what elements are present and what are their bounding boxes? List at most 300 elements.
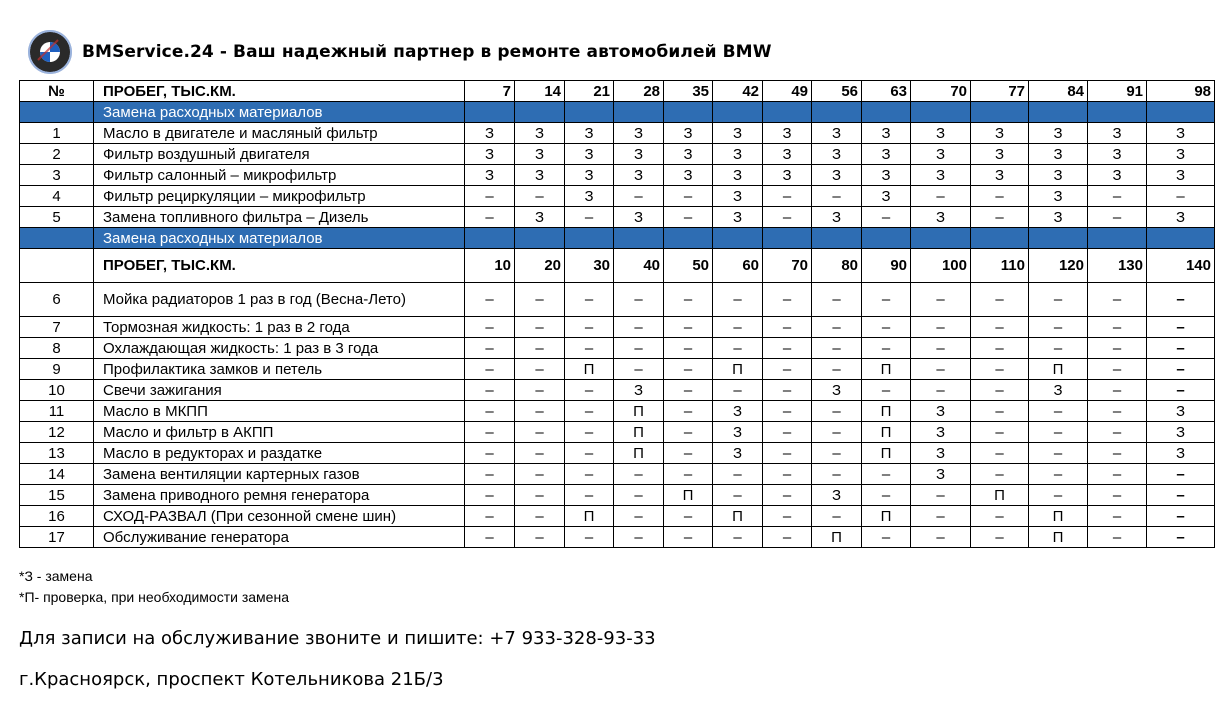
row-value: – — [1147, 186, 1215, 207]
row-value: – — [911, 317, 971, 338]
row-value: – — [1147, 527, 1215, 548]
row-value: З — [465, 165, 515, 186]
row-value: – — [515, 338, 565, 359]
row-value: – — [465, 359, 515, 380]
section-spacer — [763, 102, 812, 123]
row-value: П — [862, 359, 911, 380]
row-value: – — [812, 359, 862, 380]
mileage-header-cell: 98 — [1147, 81, 1215, 102]
mileage-header-cell: 110 — [971, 249, 1029, 283]
table-row — [20, 443, 1215, 464]
row-value: З — [565, 186, 614, 207]
row-value: – — [565, 338, 614, 359]
row-value: – — [1029, 338, 1088, 359]
mileage-header-cell: 140 — [1147, 249, 1215, 283]
row-value: З — [614, 380, 664, 401]
row-value: – — [1088, 317, 1147, 338]
row-name: Профилактика замков и петель — [94, 359, 465, 380]
table-row — [20, 359, 1215, 380]
row-value: – — [664, 464, 713, 485]
mileage-header-cell: 7 — [465, 81, 515, 102]
table-row — [20, 464, 1215, 485]
row-value: – — [565, 485, 614, 506]
number-column-header: № — [20, 81, 94, 102]
row-value: – — [565, 317, 614, 338]
row-name: Мойка радиаторов 1 раз в год (Весна-Лето) — [94, 283, 465, 317]
row-value: – — [971, 401, 1029, 422]
row-value: – — [1147, 338, 1215, 359]
row-value: З — [614, 144, 664, 165]
row-value: – — [664, 186, 713, 207]
row-value: З — [713, 401, 763, 422]
table-row — [20, 283, 1215, 317]
row-value: З — [911, 165, 971, 186]
row-value: З — [812, 123, 862, 144]
table-row — [20, 165, 1215, 186]
row-value: З — [515, 144, 565, 165]
row-value: – — [1088, 338, 1147, 359]
row-value: З — [862, 123, 911, 144]
row-value: З — [713, 123, 763, 144]
row-value: – — [713, 317, 763, 338]
row-value: – — [1029, 443, 1088, 464]
row-value: З — [1147, 207, 1215, 228]
row-value: – — [515, 317, 565, 338]
row-value: – — [763, 401, 812, 422]
row-value: П — [565, 506, 614, 527]
row-value: П — [971, 485, 1029, 506]
section-row — [20, 102, 1215, 123]
table-row — [20, 506, 1215, 527]
row-number: 6 — [20, 283, 94, 317]
mileage-header-cell: 91 — [1088, 81, 1147, 102]
mileage-header-cell: 90 — [862, 249, 911, 283]
row-value: – — [763, 380, 812, 401]
row-value: – — [515, 422, 565, 443]
row-number: 15 — [20, 485, 94, 506]
section-spacer — [971, 102, 1029, 123]
row-value: – — [614, 338, 664, 359]
row-value: З — [713, 144, 763, 165]
row-value: – — [465, 338, 515, 359]
row-name: СХОД-РАЗВАЛ (При сезонной смене шин) — [94, 506, 465, 527]
row-value: – — [1088, 283, 1147, 317]
row-value: – — [812, 186, 862, 207]
row-value: – — [713, 485, 763, 506]
row-number: 13 — [20, 443, 94, 464]
section-spacer — [911, 102, 971, 123]
section-spacer — [1088, 228, 1147, 249]
row-value: – — [971, 464, 1029, 485]
row-value: – — [664, 443, 713, 464]
mileage-header-cell: 70 — [763, 249, 812, 283]
row-name: Замена приводного ремня генератора — [94, 485, 465, 506]
mileage-header-cell: 28 — [614, 81, 664, 102]
row-value: – — [1088, 422, 1147, 443]
row-value: З — [664, 144, 713, 165]
row-value: – — [565, 422, 614, 443]
row-value: – — [515, 485, 565, 506]
row-value: – — [971, 207, 1029, 228]
section-spacer — [465, 228, 515, 249]
row-value: П — [565, 359, 614, 380]
row-value: – — [971, 527, 1029, 548]
row-value: – — [971, 380, 1029, 401]
section-spacer — [614, 102, 664, 123]
section-spacer — [812, 228, 862, 249]
row-value: – — [763, 359, 812, 380]
section-spacer — [20, 102, 94, 123]
row-value: – — [763, 207, 812, 228]
row-value: З — [812, 485, 862, 506]
row-value: – — [515, 186, 565, 207]
row-value: – — [465, 401, 515, 422]
row-value: – — [763, 485, 812, 506]
row-value: – — [614, 359, 664, 380]
row-value: – — [614, 527, 664, 548]
row-value: – — [515, 464, 565, 485]
row-value: П — [862, 401, 911, 422]
row-name: Фильтр салонный – микрофильтр — [94, 165, 465, 186]
row-value: П — [1029, 527, 1088, 548]
row-value: – — [1029, 464, 1088, 485]
row-value: – — [713, 380, 763, 401]
row-name: Масло в МКПП — [94, 401, 465, 422]
row-value: – — [565, 443, 614, 464]
section-spacer — [1147, 228, 1215, 249]
row-value: З — [763, 123, 812, 144]
section-label: Замена расходных материалов — [94, 228, 465, 249]
row-value: – — [812, 464, 862, 485]
contact-address: г.Красноярск, проспект Котельникова 21Б/3 — [19, 669, 444, 690]
row-value: З — [1088, 144, 1147, 165]
row-value: – — [664, 338, 713, 359]
row-number: 12 — [20, 422, 94, 443]
row-value: З — [1029, 123, 1088, 144]
row-name: Замена вентиляции картерных газов — [94, 464, 465, 485]
row-value: – — [1147, 283, 1215, 317]
section-row — [20, 228, 1215, 249]
section-spacer — [713, 228, 763, 249]
row-value: З — [971, 165, 1029, 186]
table-row — [20, 144, 1215, 165]
row-value: П — [713, 359, 763, 380]
section-spacer — [565, 228, 614, 249]
row-value: – — [614, 186, 664, 207]
row-value: – — [614, 464, 664, 485]
row-value: – — [1088, 401, 1147, 422]
row-value: – — [515, 359, 565, 380]
mileage-header-cell: 100 — [911, 249, 971, 283]
row-number: 5 — [20, 207, 94, 228]
row-value: – — [862, 283, 911, 317]
row-value: З — [911, 123, 971, 144]
mileage-header-cell: 42 — [713, 81, 763, 102]
row-name: Замена топливного фильтра – Дизель — [94, 207, 465, 228]
row-value: – — [565, 464, 614, 485]
row-value: З — [862, 165, 911, 186]
row-value: – — [465, 422, 515, 443]
section-spacer — [664, 102, 713, 123]
table-row — [20, 207, 1215, 228]
row-value: – — [971, 338, 1029, 359]
mileage-header-cell: 130 — [1088, 249, 1147, 283]
row-value: З — [713, 422, 763, 443]
row-value: – — [713, 464, 763, 485]
section-spacer — [862, 102, 911, 123]
row-name: Фильтр воздушный двигателя — [94, 144, 465, 165]
row-value: З — [911, 401, 971, 422]
mileage-header-cell: 21 — [565, 81, 614, 102]
row-value: З — [713, 207, 763, 228]
row-value: – — [565, 207, 614, 228]
row-value: З — [1088, 165, 1147, 186]
row-value: З — [565, 144, 614, 165]
row-value: – — [911, 283, 971, 317]
mileage-header-cell: 30 — [565, 249, 614, 283]
row-value: – — [812, 443, 862, 464]
row-value: – — [1147, 359, 1215, 380]
section-spacer — [1088, 102, 1147, 123]
table-row — [20, 380, 1215, 401]
row-value: – — [614, 283, 664, 317]
row-value: – — [971, 506, 1029, 527]
mileage-header-cell: 56 — [812, 81, 862, 102]
row-value: З — [911, 207, 971, 228]
row-value: З — [1029, 144, 1088, 165]
row-value: З — [862, 144, 911, 165]
row-value: – — [1147, 464, 1215, 485]
row-number: 10 — [20, 380, 94, 401]
row-value: З — [812, 144, 862, 165]
row-value: – — [1088, 527, 1147, 548]
row-value: З — [1088, 123, 1147, 144]
row-value: З — [763, 165, 812, 186]
footnote-replace: *З - замена — [19, 568, 93, 584]
row-number: 1 — [20, 123, 94, 144]
section-spacer — [971, 228, 1029, 249]
row-number: 7 — [20, 317, 94, 338]
contact-phone: Для записи на обслуживание звоните и пишите: +7 933-328-93-33 — [19, 628, 656, 649]
row-value: – — [614, 506, 664, 527]
row-value: – — [911, 506, 971, 527]
row-value: – — [971, 422, 1029, 443]
section-spacer — [465, 102, 515, 123]
row-value: – — [862, 464, 911, 485]
row-value: – — [763, 464, 812, 485]
row-value: – — [862, 527, 911, 548]
row-value: З — [614, 165, 664, 186]
section-spacer — [713, 102, 763, 123]
row-number: 3 — [20, 165, 94, 186]
table-header-row — [20, 81, 1215, 102]
row-name: Масло и фильтр в АКПП — [94, 422, 465, 443]
mileage-header-cell: 20 — [515, 249, 565, 283]
row-value: З — [911, 144, 971, 165]
row-value: З — [1147, 422, 1215, 443]
row-value: – — [515, 506, 565, 527]
row-value: – — [763, 283, 812, 317]
row-value: П — [862, 443, 911, 464]
row-value: З — [812, 380, 862, 401]
row-value: З — [812, 165, 862, 186]
row-value: – — [763, 506, 812, 527]
row-value: – — [971, 317, 1029, 338]
row-value: – — [971, 283, 1029, 317]
mileage-header-cell: 60 — [713, 249, 763, 283]
row-name: Свечи зажигания — [94, 380, 465, 401]
row-name: Фильтр рециркуляции – микрофильтр — [94, 186, 465, 207]
row-value: – — [465, 506, 515, 527]
row-value: – — [812, 283, 862, 317]
row-value: – — [763, 443, 812, 464]
section-spacer — [664, 228, 713, 249]
row-value: З — [1147, 165, 1215, 186]
row-value: – — [1147, 485, 1215, 506]
row-value: – — [1029, 485, 1088, 506]
table-row — [20, 527, 1215, 548]
row-name: Охлаждающая жидкость: 1 раз в 3 года — [94, 338, 465, 359]
row-value: – — [812, 506, 862, 527]
row-value: – — [862, 207, 911, 228]
table-row — [20, 317, 1215, 338]
row-value: З — [971, 144, 1029, 165]
row-value: П — [812, 527, 862, 548]
row-value: – — [1088, 464, 1147, 485]
row-value: – — [465, 207, 515, 228]
row-value: З — [1029, 380, 1088, 401]
row-value: – — [971, 443, 1029, 464]
row-value: – — [713, 338, 763, 359]
row-value: З — [763, 144, 812, 165]
mileage-header-cell: 70 — [911, 81, 971, 102]
row-value: П — [664, 485, 713, 506]
row-value: П — [862, 422, 911, 443]
header-spacer — [20, 249, 94, 283]
row-value: З — [565, 123, 614, 144]
row-value: – — [465, 186, 515, 207]
mileage-header-cell: 35 — [664, 81, 713, 102]
row-value: – — [565, 283, 614, 317]
mileage-header-cell: 14 — [515, 81, 565, 102]
row-value: З — [713, 165, 763, 186]
section-spacer — [911, 228, 971, 249]
section-spacer — [812, 102, 862, 123]
row-value: – — [664, 422, 713, 443]
row-value: З — [713, 186, 763, 207]
row-value: – — [664, 527, 713, 548]
section-spacer — [515, 102, 565, 123]
row-value: – — [911, 359, 971, 380]
row-value: – — [565, 380, 614, 401]
table-row — [20, 485, 1215, 506]
mileage-column-header: ПРОБЕГ, ТЫС.КМ. — [94, 81, 465, 102]
row-value: П — [713, 506, 763, 527]
row-value: П — [614, 422, 664, 443]
row-value: – — [465, 317, 515, 338]
row-value: – — [911, 527, 971, 548]
row-value: З — [515, 165, 565, 186]
mileage-column-header: ПРОБЕГ, ТЫС.КМ. — [94, 249, 465, 283]
section-spacer — [515, 228, 565, 249]
row-value: З — [1147, 443, 1215, 464]
row-value: – — [1147, 317, 1215, 338]
section-spacer — [1029, 228, 1088, 249]
row-name: Обслуживание генератора — [94, 527, 465, 548]
row-value: – — [1029, 401, 1088, 422]
page-header — [28, 30, 772, 74]
row-value: З — [664, 123, 713, 144]
row-value: – — [911, 186, 971, 207]
table-row — [20, 422, 1215, 443]
table-row — [20, 123, 1215, 144]
row-value: – — [614, 485, 664, 506]
row-value: З — [1029, 165, 1088, 186]
section-spacer — [1147, 102, 1215, 123]
row-value: – — [664, 380, 713, 401]
row-value: – — [515, 401, 565, 422]
row-value: З — [515, 123, 565, 144]
row-number: 4 — [20, 186, 94, 207]
row-value: – — [763, 422, 812, 443]
row-number: 17 — [20, 527, 94, 548]
row-value: – — [1088, 443, 1147, 464]
row-value: – — [465, 443, 515, 464]
row-value: – — [812, 422, 862, 443]
row-value: З — [713, 443, 763, 464]
row-value: – — [664, 359, 713, 380]
row-value: – — [763, 527, 812, 548]
row-value: З — [515, 207, 565, 228]
row-value: – — [465, 485, 515, 506]
row-value: П — [1029, 506, 1088, 527]
section-spacer — [20, 228, 94, 249]
row-value: З — [1029, 207, 1088, 228]
mileage-header-cell: 10 — [465, 249, 515, 283]
row-value: З — [465, 144, 515, 165]
section-spacer — [763, 228, 812, 249]
row-value: – — [862, 485, 911, 506]
row-value: – — [465, 527, 515, 548]
row-value: – — [763, 186, 812, 207]
row-value: П — [862, 506, 911, 527]
row-value: – — [1088, 380, 1147, 401]
row-number: 14 — [20, 464, 94, 485]
mileage-header-cell: 63 — [862, 81, 911, 102]
row-value: – — [812, 338, 862, 359]
row-value: З — [911, 422, 971, 443]
row-value: – — [664, 317, 713, 338]
row-value: З — [812, 207, 862, 228]
row-value: – — [664, 207, 713, 228]
row-value: – — [713, 527, 763, 548]
mileage-header-cell: 80 — [812, 249, 862, 283]
row-value: – — [1088, 186, 1147, 207]
row-name: Тормозная жидкость: 1 раз в 2 года — [94, 317, 465, 338]
row-value: – — [465, 464, 515, 485]
mileage-header-cell: 50 — [664, 249, 713, 283]
row-number: 16 — [20, 506, 94, 527]
row-value: – — [862, 380, 911, 401]
row-value: – — [664, 506, 713, 527]
row-value: – — [664, 401, 713, 422]
row-value: – — [1029, 283, 1088, 317]
row-value: З — [911, 443, 971, 464]
row-value: З — [465, 123, 515, 144]
row-value: – — [465, 380, 515, 401]
row-value: – — [763, 338, 812, 359]
row-value: – — [1029, 317, 1088, 338]
